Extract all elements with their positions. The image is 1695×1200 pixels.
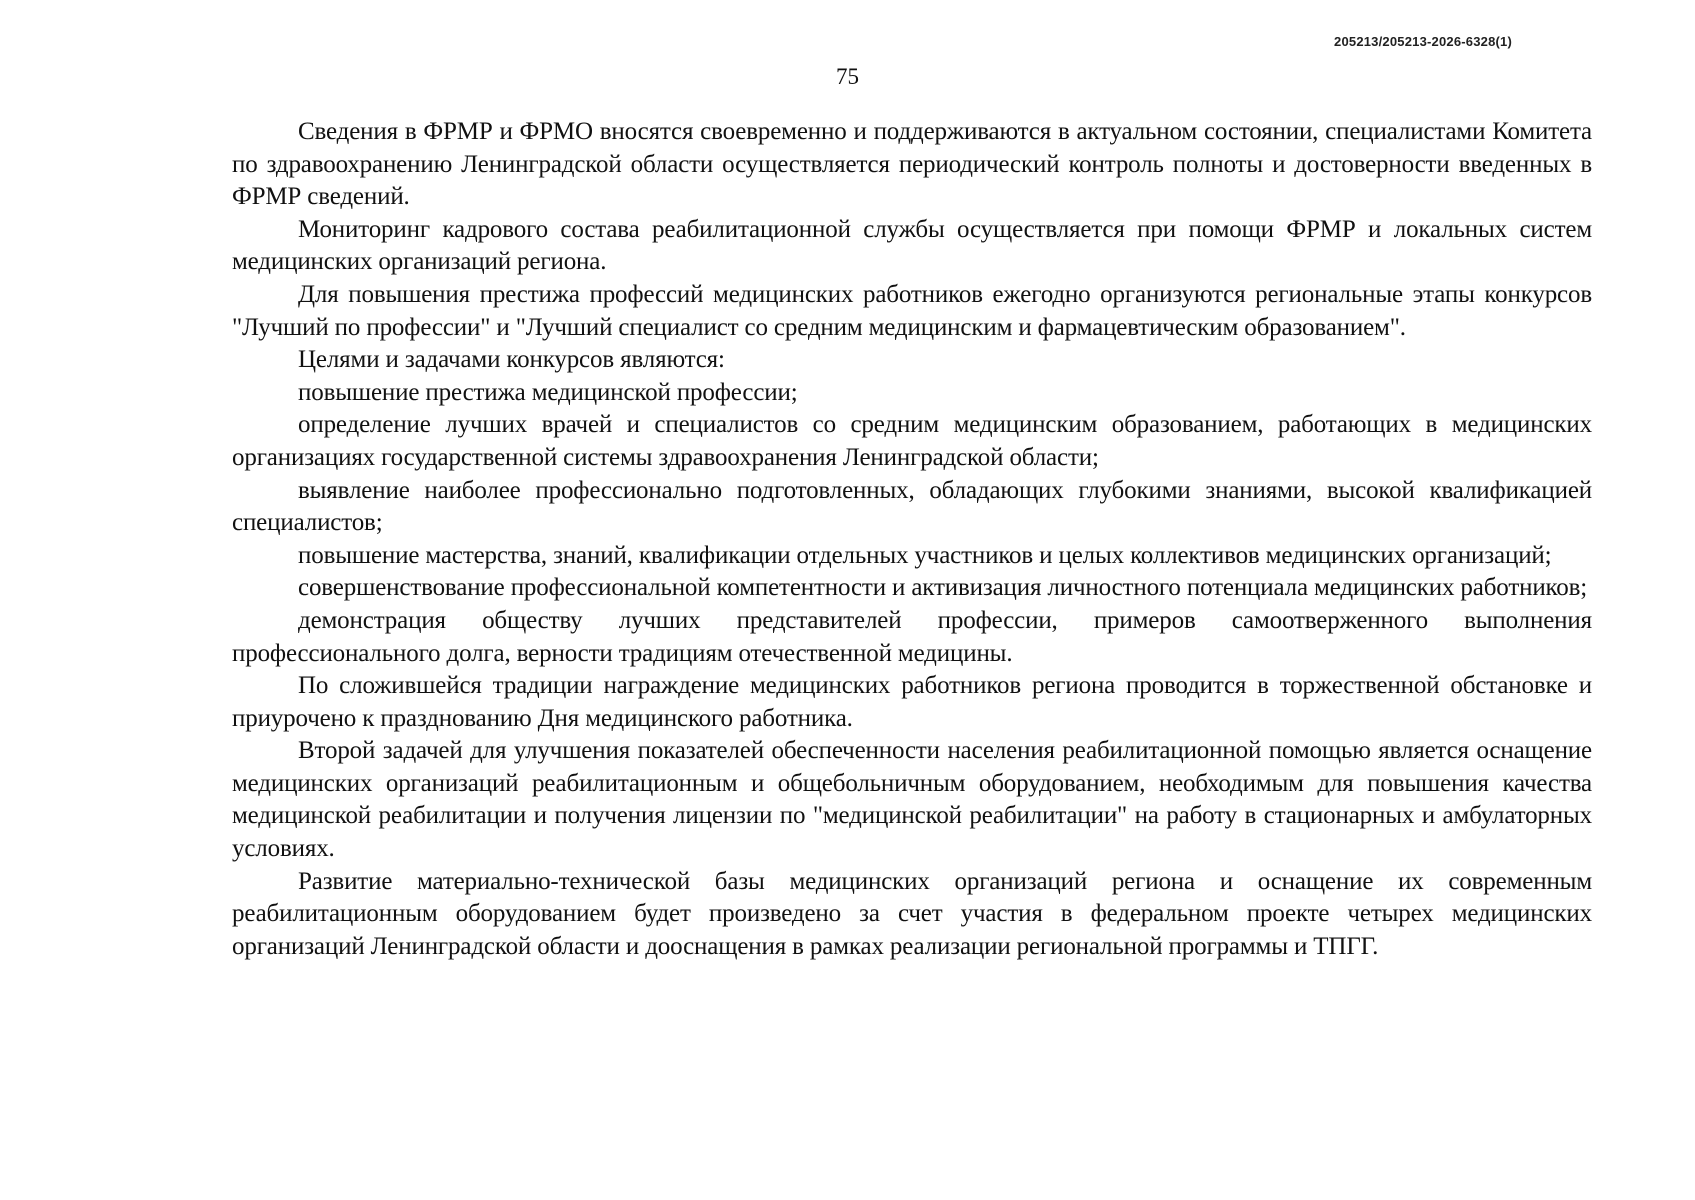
list-item-best-doctors: определение лучших врачей и специалистов со средним медицинским образованием, работающих в медицинских организациях государственной системы здравоохранения Ленинградской области; (232, 411, 1592, 471)
list-item-skills: повышение мастерства, знаний, квалификации отдельных участников и целых коллективов медицинских организаций; (298, 541, 1552, 569)
list-item-prestige: повышение престижа медицинской профессии; (298, 378, 798, 406)
list-item-demonstration: демонстрация обществу лучших представителей профессии, примеров самоотверженного выполнения профессионального долга, верности традициям отечественной медицины. (232, 606, 1592, 667)
list-item-competence: совершенствование профессиональной компетентности и активизация личностного потенциала медицинских работников; (298, 574, 1588, 602)
document-id: 205213/205213-2026-6328(1) (1334, 34, 1512, 49)
paragraph-awards: По сложившейся традиции награждение медицинских работников региона проводится в торжественной обстановке и приурочено к празднованию Дня медицинского работника. (232, 672, 1592, 732)
list-item-qualified-specialists: выявление наиболее профессионально подготовленных, обладающих глубокими знаниями, высокой квалификацией специалистов; (232, 476, 1592, 537)
paragraph-second-task: Второй задачей для улучшения показателей обеспеченности населения реабилитационной помощью является оснащение медицинских организаций реабилитационным и общебольничным оборудованием, необходимым для повышения качества медицинской реабилитации и получения лицензии по "медицинской реабилитации" на работу в стационарных и амбулаторных условиях. (232, 737, 1592, 863)
paragraph-goals-heading: Целями и задачами конкурсов являются: (298, 346, 725, 374)
paragraph-staff-monitoring: Мониторинг кадрового состава реабилитационной службы осуществляется при помощи ФРМР и локальных систем медицинских организаций региона. (232, 215, 1592, 276)
page-number: 75 (836, 64, 859, 89)
paragraph-frmr-info: Сведения в ФРМР и ФРМО вносятся своевременно и поддерживаются в актуальном состоянии, специалистами Комитета по здравоохранению Ленинградской области осуществляется периодический контроль полноты и достоверности введенных в ФРМР сведений. (232, 118, 1592, 211)
paragraph-contests: Для повышения престижа профессий медицинских работников ежегодно организуются региональные этапы конкурсов "Лучший по профессии" и "Лучший специалист со средним медицинским и фармацевтическим образованием". (232, 280, 1592, 341)
paragraph-development: Развитие материально-технической базы медицинских организаций региона и оснащение их современным реабилитационным оборудованием будет произведено за счет участия в федеральном проекте четырех медицинских организаций Ленинградской области и дооснащения в рамках реализации региональной программы и ТПГГ. (232, 867, 1592, 960)
document-body (232, 116, 1592, 963)
